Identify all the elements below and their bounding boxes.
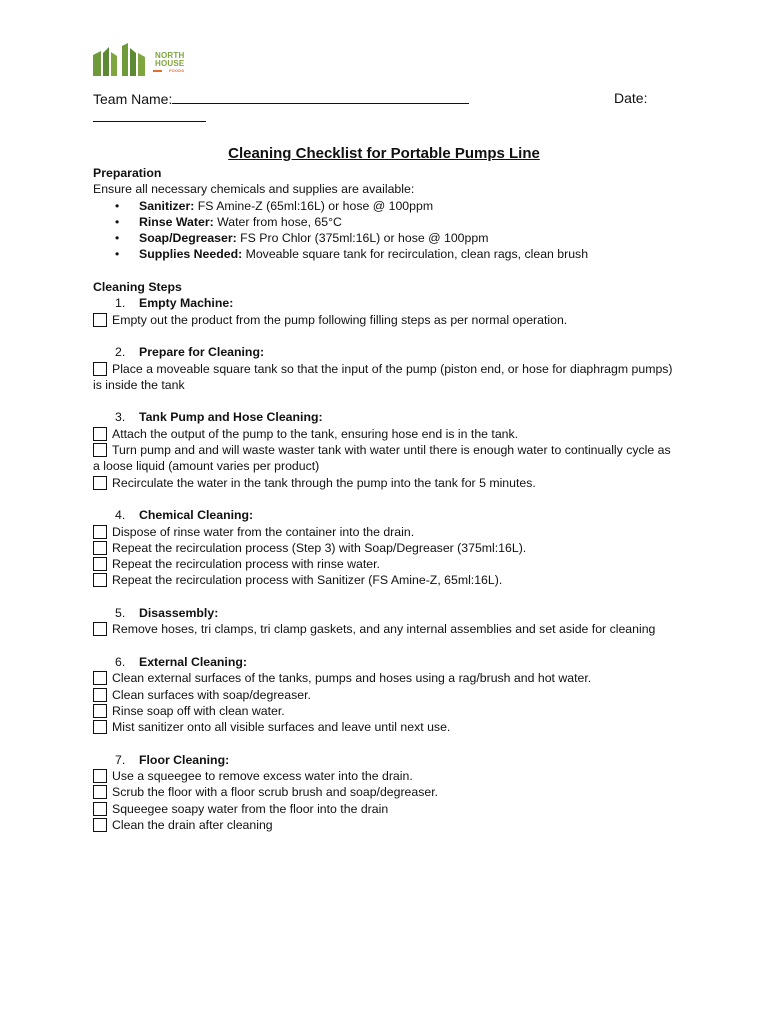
checklist-item: Scrub the floor with a floor scrub brush and soap/degreaser. (93, 784, 678, 800)
checkbox[interactable] (93, 818, 107, 832)
preparation-heading: Preparation (93, 166, 162, 180)
checklist-item: Turn pump and and will waste waster tank with water until there is enough water to continually cycle as a loose liquid (amount varies per product) (93, 443, 671, 474)
checkbox[interactable] (93, 802, 107, 816)
checkbox[interactable] (93, 541, 107, 555)
page-title: Cleaning Checklist for Portable Pumps Line (228, 145, 540, 162)
supply-item: • Supplies Needed: Moveable square tank for recirculation, clean rags, clean brush (93, 246, 678, 262)
step-heading: 3. Tank Pump and Hose Cleaning: (115, 410, 323, 425)
checklist-item: Place a moveable square tank so that the input of the pump (piston end, or hose for diaphragm pumps) is inside the tank (93, 361, 673, 392)
preparation-intro: Ensure all necessary chemicals and supplies are available: (93, 182, 415, 197)
checkbox[interactable] (93, 427, 107, 441)
checklist-item: Repeat the recirculation process (Step 3) with Soap/Degreaser (375ml:16L). (93, 540, 678, 556)
checkbox[interactable] (93, 362, 107, 376)
date-label: Date: (614, 90, 648, 106)
checklist-item: Dispose of rinse water from the container into the drain. (93, 524, 678, 540)
checkbox[interactable] (93, 313, 107, 327)
checklist-item: Mist sanitizer onto all visible surfaces and leave until next use. (93, 719, 678, 735)
cleaning-steps-heading: Cleaning Steps (93, 280, 182, 295)
checkbox[interactable] (93, 525, 107, 539)
checklist-item: Clean the drain after cleaning (93, 817, 678, 833)
checklist-item: Rinse soap off with clean water. (93, 703, 678, 719)
checklist-item: Repeat the recirculation process with rinse water. (93, 556, 678, 572)
supply-item: • Soap/Degreaser: FS Pro Chlor (375ml:16L) or hose @ 100ppm (93, 230, 678, 246)
step-heading: 1. Empty Machine: (115, 296, 234, 311)
checkbox[interactable] (93, 557, 107, 571)
team-name-label: Team Name: (93, 91, 173, 107)
checklist-item: Recirculate the water in the tank through the pump into the tank for 5 minutes. (93, 475, 678, 491)
supplies-list (93, 198, 678, 263)
checklist-item: Empty out the product from the pump following filling steps as per normal operation. (93, 312, 678, 328)
step-heading: 6. External Cleaning: (115, 654, 247, 669)
checkbox[interactable] (93, 476, 107, 490)
step-heading: 5. Disassembly: (115, 606, 219, 621)
checklist-item: Attach the output of the pump to the tank, ensuring hose end is in the tank. (93, 426, 678, 442)
checkbox[interactable] (93, 785, 107, 799)
supply-item: • Rinse Water: Water from hose, 65°C (93, 214, 678, 230)
checkbox[interactable] (93, 671, 107, 685)
checkbox[interactable] (93, 720, 107, 734)
step-heading: 7. Floor Cleaning: (115, 752, 230, 767)
step-heading: 2. Prepare for Cleaning: (115, 345, 265, 360)
checkbox[interactable] (93, 622, 107, 636)
step-heading: 4. Chemical Cleaning: (115, 508, 254, 523)
checklist-item: Repeat the recirculation process with Sanitizer (FS Amine-Z, 65ml:16L). (93, 572, 678, 588)
checklist-item: Squeegee soapy water from the floor into the drain (93, 801, 678, 817)
checkbox[interactable] (93, 769, 107, 783)
date-blank[interactable] (93, 107, 206, 122)
checklist-item: Use a squeegee to remove excess water into the drain. (93, 768, 678, 784)
logo-wordmark: NORTH HOUSE FOODS (155, 51, 185, 73)
checkbox[interactable] (93, 573, 107, 587)
team-name-blank[interactable] (172, 90, 469, 104)
team-name-field[interactable] (93, 90, 469, 108)
checkbox[interactable] (93, 688, 107, 702)
checklist-item: Remove hoses, tri clamps, tri clamp gaskets, and any internal assemblies and set aside for cleaning (93, 621, 678, 637)
checklist-item: Clean external surfaces of the tanks, pumps and hoses using a rag/brush and hot water. (93, 670, 678, 686)
supply-item: • Sanitizer: FS Amine-Z (65ml:16L) or hose @ 100ppm (93, 198, 678, 214)
checkbox[interactable] (93, 443, 107, 457)
checkbox[interactable] (93, 704, 107, 718)
checklist-item: Clean surfaces with soap/degreaser. (93, 687, 678, 703)
checklist-body (93, 165, 678, 833)
